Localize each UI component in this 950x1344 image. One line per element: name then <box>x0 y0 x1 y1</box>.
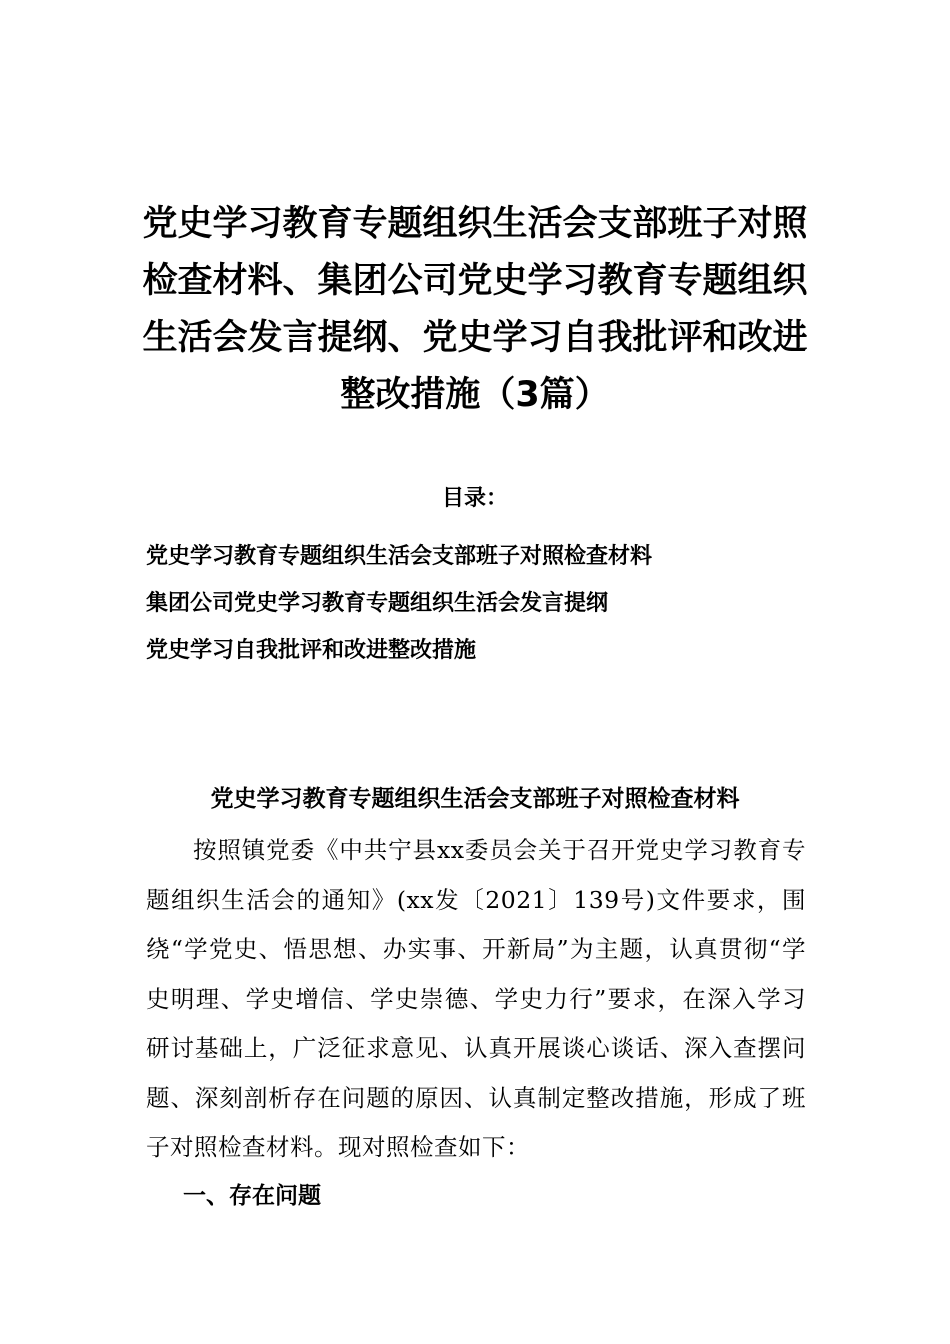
section-title: 党史学习教育专题组织生活会支部班子对照检查材料 <box>210 786 740 812</box>
toc-heading: 目录： <box>441 486 508 511</box>
section-subheading: 一、存在问题 <box>183 1183 321 1209</box>
body-paragraph: 按照镇党委《中共宁县xx委员会关于召开党史学习教育专题组织生活会的通知》(xx发〔2021〕139号)文件要求，围绕“学党史、悟思想、办实事、开新局”为主题，认真贯彻“学史明理、学史增信、学史崇德、学史力行”要求，在深入学习研讨基础上，广泛征求意见、认真开展谈心谈话、深入查摆问题、深刻剖析存在问题的原因、认真制定整改措施，形成了班子对照检查材料。现对照检查如下： <box>146 836 806 1161</box>
toc-item: 党史学习自我批评和改进整改措施 <box>146 638 477 663</box>
table-of-contents <box>146 533 846 674</box>
document-title: 党史学习教育专题组织生活会支部班子对照检查材料、集团公司党史学习教育专题组织生活会发言提纲、党史学习自我批评和改进整改措施（3篇） <box>142 204 808 415</box>
toc-item: 集团公司党史学习教育专题组织生活会发言提纲 <box>146 591 609 616</box>
toc-item: 党史学习教育专题组织生活会支部班子对照检查材料 <box>146 544 653 569</box>
